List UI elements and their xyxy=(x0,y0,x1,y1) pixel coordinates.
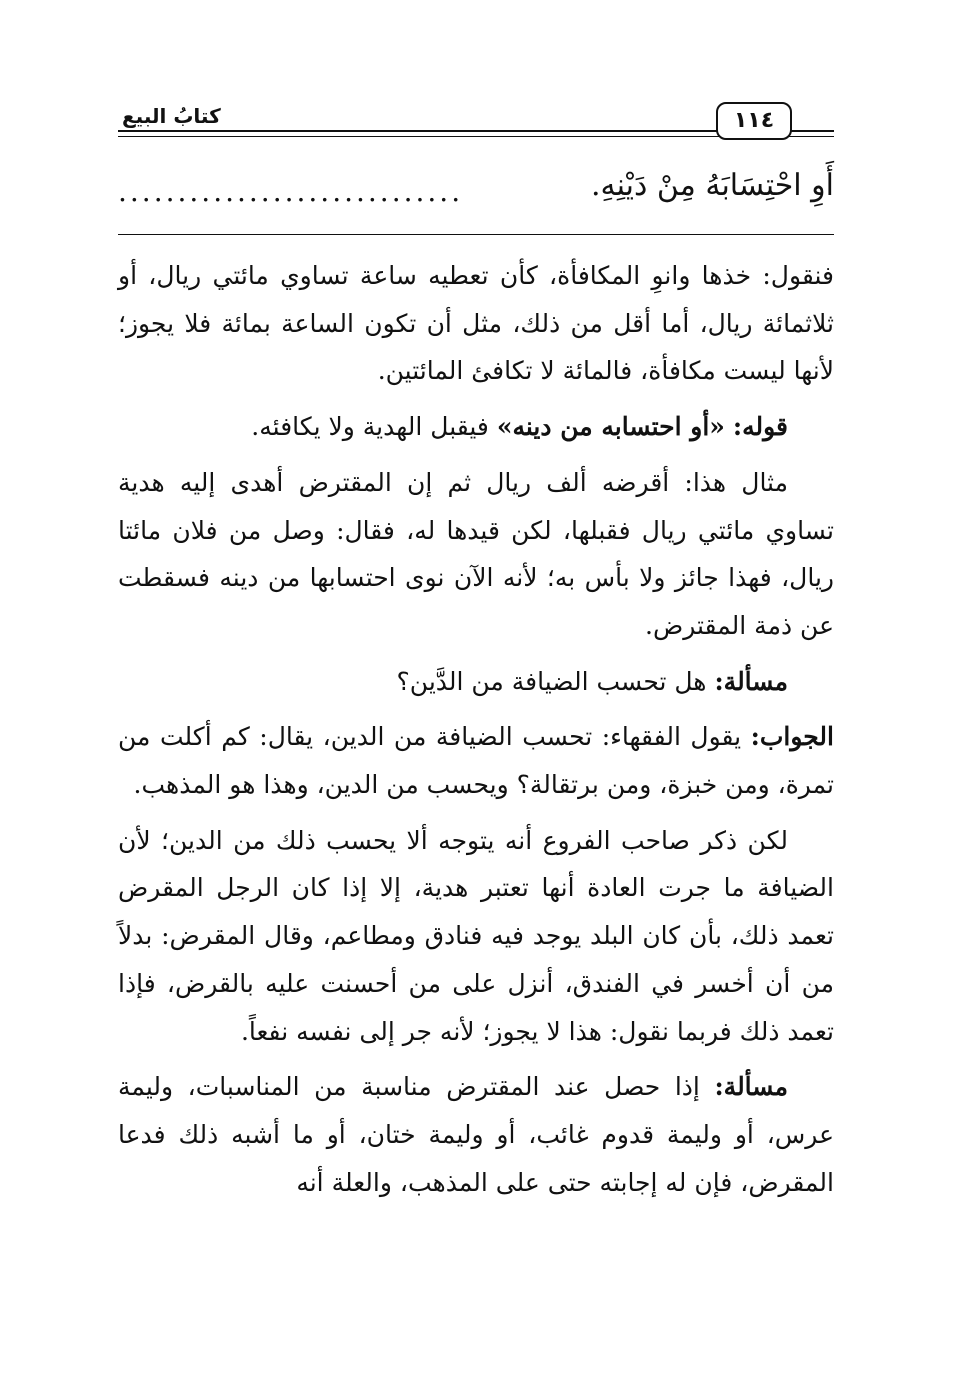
matn-separator xyxy=(118,234,834,235)
paragraph-text: مثال هذا: أقرضه ألف ريال ثم إن المقترض أهدى إليه هدية تساوي مائتي ريال فقبلها، لكن قيدها له، فقال: وصل من فلان مائتا ريال، فهذا جائز ولا بأس به؛ لأنه الآن نوى احتسابها من دينه فسقطت عن ذمة المقترض. xyxy=(118,467,834,640)
paragraph-text: فيقبل الهدية ولا يكافئه. xyxy=(251,412,497,442)
matn-text: أَوِ احْتِسَابَهُ مِنْ دَيْنِهِ. xyxy=(591,168,834,203)
paragraph-text: يقول الفقهاء: تحسب الضيافة من الدين، يقال: كم أكلت من تمرة، ومن خبزة، ومن برتقالة؟ ويحسب من الدين، وهذا هو المذهب. xyxy=(118,722,834,800)
paragraph-quote: «أو احتسابه من دينه» xyxy=(496,412,725,442)
paragraph-text: إذا حصل عند المقترض مناسبة من المناسبات، وليمة عرس، أو وليمة قدوم غائب، أو وليمة ختان، أو ما أشبه ذلك فدعا المقرض، فإن له إجابته حتى على المذهب، والعلة أنه xyxy=(118,1072,834,1197)
paragraph-text: فنقول: خذها وانوِ المكافأة، كأن تعطيه ساعة تساوي مائتي ريال، أو ثلاثمائة ريال، أما أقل من ذلك، مثل أن تكون الساعة بمائة فلا يجوز؛ لأنها ليست مكافأة، فالمائة لا تكافئ المائتين. xyxy=(118,261,834,386)
running-title: كتابُ البيع xyxy=(118,104,236,128)
paragraph-text: لكن ذكر صاحب الفروع أنه يتوجه ألا يحسب ذلك من الدين؛ لأن الضيافة ما جرت العادة أنها تعتبر هدية، إلا إذا كان الرجل المقرض تعمد ذلك، بأن كان البلد يوجد فيه فنادق ومطاعم، وقال المقرض: بدلاً من أن أخسر في الفندق، أنزل على من أحسنت عليه بالقرض، فإذا تعمد ذلك فربما نقول: هذا لا يجوز؛ لأنه جر إلى نفسه نفعاً. xyxy=(118,825,834,1046)
paragraph-label: قوله: xyxy=(732,412,788,442)
commentary-body xyxy=(118,252,834,1214)
page-number: ١١٤ xyxy=(716,102,792,140)
paragraph-2 xyxy=(118,403,834,451)
paragraph-1 xyxy=(118,252,834,395)
matn-dots: ............................. xyxy=(118,175,464,208)
page-header xyxy=(118,96,834,146)
paragraph-6 xyxy=(118,817,834,1056)
paragraph-label: مسألة: xyxy=(714,1072,788,1102)
paragraph-text: هل تحسب الضيافة من الدَّين؟ xyxy=(396,666,715,696)
paragraph-7 xyxy=(118,1063,834,1206)
paragraph-label: الجواب: xyxy=(750,722,834,752)
paragraph-4 xyxy=(118,658,834,706)
paragraph-label: مسألة: xyxy=(714,666,788,696)
paragraph-5 xyxy=(118,713,834,808)
paragraph-3 xyxy=(118,459,834,650)
book-page xyxy=(118,96,834,1356)
